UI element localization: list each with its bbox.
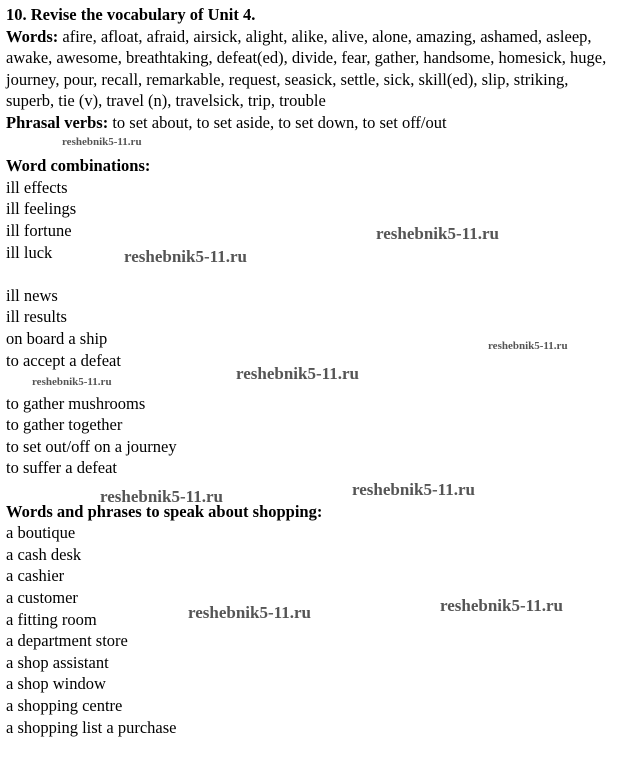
list-item: ill feelings bbox=[6, 199, 77, 219]
list-item: a cash desk bbox=[6, 544, 82, 564]
list-item: a customer bbox=[6, 588, 78, 608]
words-text: afire, afloat, afraid, airsick, alight, alike, alive, alone, amazing, ashamed, asleep, awake, awesome, breathtaking, defeat(ed), divide, fear, gather, handsome, homesick, huge, journey, pour, recall, remarkable, request, seasick, settle, sick, skill(ed), slip, striking, superb, tie (v), travel (n), travelsick, trip, trouble bbox=[6, 26, 607, 111]
watermark: reshebnik5-11.ru bbox=[376, 224, 499, 243]
list-item: a shopping list a purchase bbox=[6, 717, 177, 737]
combinations-group-2 bbox=[6, 285, 618, 371]
exercise-title: 10. Revise the vocabulary of Unit 4. bbox=[6, 5, 256, 24]
words-paragraph bbox=[6, 26, 618, 112]
list-item: ill fortune bbox=[6, 220, 72, 240]
list-item: a department store bbox=[6, 631, 128, 651]
list-item: to accept a defeat bbox=[6, 350, 121, 370]
shopping-heading: Words and phrases to speak about shopping: bbox=[6, 501, 323, 521]
words-label: Words: bbox=[6, 26, 59, 46]
watermark: reshebnik5-11.ru bbox=[352, 480, 475, 499]
list-item: to gather together bbox=[6, 415, 123, 435]
list-item: ill luck bbox=[6, 242, 53, 262]
list-item: to suffer a defeat bbox=[6, 458, 118, 478]
list-item: a cashier bbox=[6, 566, 65, 586]
list-item: a boutique bbox=[6, 523, 76, 543]
list-item: to gather mushrooms bbox=[6, 393, 146, 413]
watermark: reshebnik5-11.ru bbox=[124, 247, 247, 266]
list-item: to set out/off on a journey bbox=[6, 436, 177, 456]
list-item: ill effects bbox=[6, 177, 68, 197]
watermark: reshebnik5-11.ru bbox=[100, 487, 223, 506]
watermark: reshebnik5-11.ru bbox=[440, 596, 563, 615]
watermark: reshebnik5-11.ru bbox=[62, 136, 142, 148]
list-item: a shopping centre bbox=[6, 696, 123, 715]
list-item: a shop assistant bbox=[6, 652, 109, 672]
phrasal-verbs-text: to set about, to set aside, to set down, to set off/out bbox=[108, 112, 447, 132]
list-item: a shop window bbox=[6, 674, 106, 694]
phrasal-verbs-label: Phrasal verbs: bbox=[6, 112, 109, 132]
watermark: reshebnik5-11.ru bbox=[32, 376, 112, 388]
list-item: a fitting room bbox=[6, 609, 97, 629]
shopping-list bbox=[6, 522, 618, 738]
list-item: ill news bbox=[6, 285, 58, 305]
combinations-group-3 bbox=[6, 393, 618, 479]
word-combinations-heading: Word combinations: bbox=[6, 156, 151, 176]
combinations-group-1 bbox=[6, 177, 618, 263]
watermark: reshebnik5-11.ru bbox=[236, 364, 359, 383]
watermark: reshebnik5-11.ru bbox=[488, 340, 568, 352]
list-item: ill results bbox=[6, 307, 67, 327]
phrasal-verbs-line bbox=[6, 112, 618, 134]
watermark: reshebnik5-11.ru bbox=[188, 603, 311, 622]
list-item: on board a ship bbox=[6, 328, 108, 348]
